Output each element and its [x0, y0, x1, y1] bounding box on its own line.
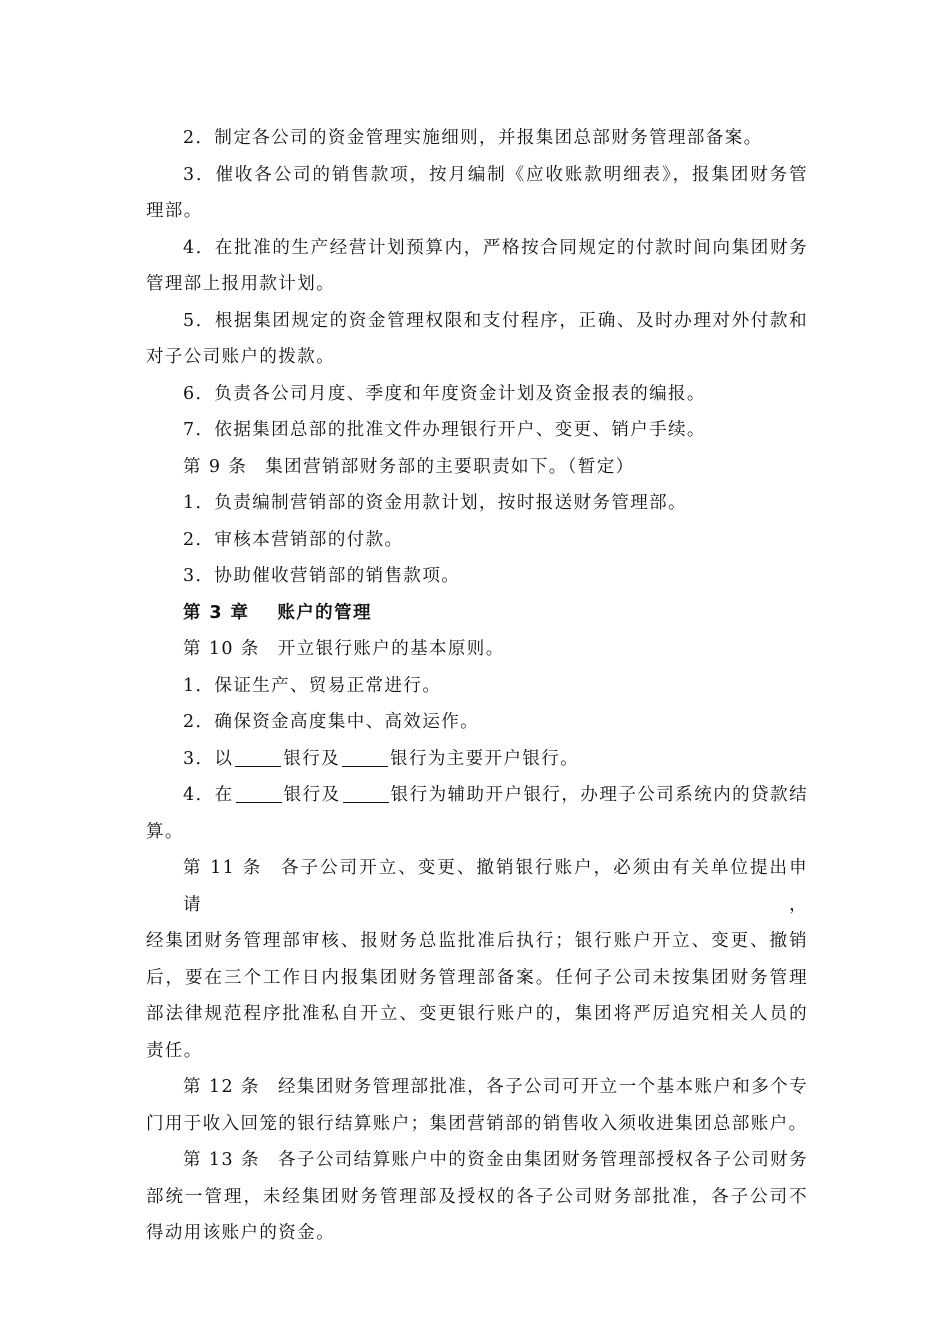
article-12-line2: 门用于收入回笼的银行结算账户；集团营销部的销售收入须收进集团总部账户。 [146, 1113, 808, 1134]
account-principle-3-suffix: 银行为主要开户银行。 [390, 748, 580, 769]
clause-3-line1: 3．催收各公司的销售款项，按月编制《应收账款明细表》，报集团财务管 [183, 164, 808, 185]
article-12-line1 [146, 1069, 808, 1106]
bank-name-blank [235, 748, 281, 767]
clause-3-line2: 理部。 [146, 201, 203, 221]
article-12-text: 经集团财务管理部批准，各子公司可开立一个基本账户和多个专 [277, 1077, 808, 1097]
clause-6: 6．负责各公司月度、季度和年度资金计划及资金报表的编报。 [183, 383, 706, 404]
account-principle-1: 1．保证生产、贸易正常进行。 [183, 675, 442, 696]
article-9-number: 第 9 条 [183, 456, 248, 477]
article-13-line1 [146, 1142, 808, 1179]
article-11-line5: 责任。 [146, 1040, 203, 1061]
article-11-line3: 后，要在三个工作日内报集团财务管理部备案。任何子公司未按集团财务管理 [146, 967, 808, 988]
article-13-line3: 得动用该账户的资金。 [146, 1223, 335, 1243]
clause-7: 7．依据集团总部的批准文件办理银行开户、变更、销户手续。 [183, 420, 706, 440]
article-13-text: 各子公司结算账户中的资金由集团财务管理部授权各子公司财务 [277, 1150, 808, 1170]
chapter-heading [146, 595, 808, 632]
sales-duty-1: 1．负责编制营销部的资金用款计划，按时报送财务管理部。 [183, 493, 687, 513]
article-11-line4: 部法律规范程序批准私自开立、变更银行账户的，集团将严厉追究相关人员的 [146, 1004, 808, 1024]
article-13-line2: 部统一管理，未经集团财务管理部及授权的各子公司财务部批准，各子公司不 [146, 1186, 808, 1207]
account-principle-4-prefix: 4．在 [183, 785, 234, 805]
account-principle-4-line2: 算。 [146, 821, 184, 842]
sales-duty-3: 3．协助催收营销部的销售款项。 [183, 566, 461, 586]
clause-4-line1: 4．在批准的生产经营计划预算内，严格按合同规定的付款时间向集团财务 [183, 237, 808, 258]
account-principle-4-suffix: 银行为辅助开户银行，办理子公司系统内的贷款结 [390, 785, 808, 805]
article-11-line1 [146, 850, 808, 923]
article-11-number: 第 11 条 [183, 858, 263, 878]
article-10-text: 开立银行账户的基本原则。 [277, 639, 505, 659]
article-10 [146, 631, 808, 668]
clause-4-line2: 管理部上报用款计划。 [146, 274, 335, 294]
clause-5-line1: 5．根据集团规定的资金管理权限和支付程序，正确、及时办理对外付款和 [183, 310, 808, 331]
bank-name-blank [236, 784, 282, 803]
document-page [146, 120, 808, 1252]
account-principle-2: 2．确保资金高度集中、高效运作。 [183, 712, 480, 732]
account-principle-4 [146, 777, 808, 814]
article-13-number: 第 13 条 [183, 1150, 260, 1170]
article-11-line2: 经集团财务管理部审核、报财务总监批准后执行；银行账户开立、变更、撤销 [146, 931, 808, 951]
article-10-number: 第 10 条 [183, 639, 260, 659]
article-11-text: 各子公司开立、变更、撤销银行账户，必须由有关单位提出申请， [183, 858, 808, 915]
account-principle-3-middle: 银行及 [283, 748, 341, 769]
article-9 [146, 449, 808, 486]
sales-duty-2: 2．审核本营销部的付款。 [183, 529, 404, 550]
article-9-text: 集团营销部财务部的主要职责如下。（暂定） [265, 456, 635, 477]
account-principle-4-middle: 银行及 [283, 785, 341, 805]
article-12-number: 第 12 条 [183, 1077, 260, 1097]
clause-2-manage: 2．制定各公司的资金管理实施细则，并报集团总部财务管理部备案。 [183, 128, 763, 148]
clause-5-line2: 对子公司账户的拨款。 [146, 347, 335, 367]
account-principle-3-prefix: 3．以 [183, 748, 234, 769]
chapter-number: 第 3 章 [183, 602, 250, 623]
account-principle-3 [146, 741, 808, 778]
bank-name-blank [343, 784, 389, 803]
chapter-title: 账户的管理 [277, 602, 372, 623]
bank-name-blank [342, 748, 388, 767]
